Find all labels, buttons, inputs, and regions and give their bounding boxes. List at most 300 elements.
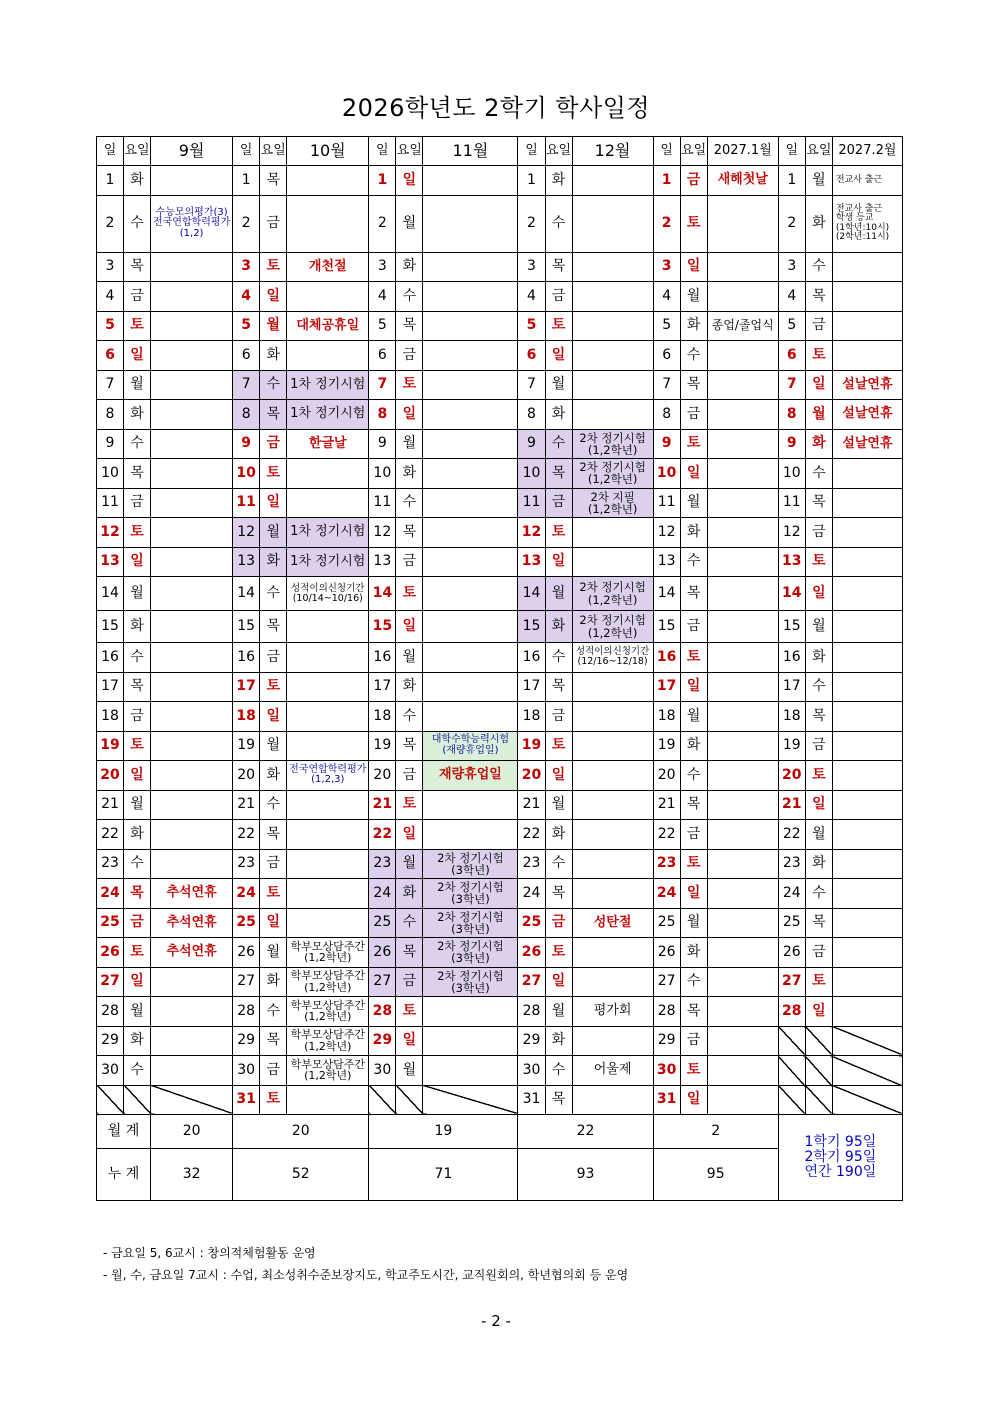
event-cell-sep xyxy=(151,547,233,577)
weekday-cell-sep: 일 xyxy=(124,967,151,997)
event-cell-feb xyxy=(832,1026,902,1056)
weekday-cell-feb: 금 xyxy=(805,938,832,968)
weekday-cell-sep xyxy=(124,1085,151,1115)
weekday-cell-dec: 토 xyxy=(545,938,572,968)
weekday-cell-nov: 월 xyxy=(396,195,423,252)
weekday-cell-feb xyxy=(805,1085,832,1115)
event-cell-oct xyxy=(287,282,369,312)
event-cell-oct xyxy=(287,459,369,489)
event-cell-feb xyxy=(832,731,902,761)
weekday-cell-jan: 금 xyxy=(680,166,707,196)
event-cell-jan xyxy=(707,611,778,643)
event-cell-dec xyxy=(572,702,653,732)
day-cell-nov: 28 xyxy=(369,997,396,1027)
event-cell-sep xyxy=(151,702,233,732)
event-cell-feb xyxy=(832,820,902,850)
day-cell-dec: 7 xyxy=(518,370,545,400)
day-cell-sep: 2 xyxy=(97,195,124,252)
day-cell-jan: 28 xyxy=(653,997,680,1027)
event-cell-oct xyxy=(287,195,369,252)
cumulative-total-sep: 32 xyxy=(151,1149,233,1201)
event-cell-dec: 성적이의신청기간 (12/16~12/18) xyxy=(572,643,653,673)
day-cell-sep: 26 xyxy=(97,938,124,968)
day-cell-oct: 16 xyxy=(233,643,260,673)
weekday-cell-oct: 목 xyxy=(260,611,287,643)
day-cell-jan: 10 xyxy=(653,459,680,489)
event-cell-oct xyxy=(287,643,369,673)
day-cell-feb: 1 xyxy=(778,166,805,196)
calendar-row xyxy=(97,611,903,643)
weekday-cell-sep: 수 xyxy=(124,643,151,673)
weekday-cell-feb: 일 xyxy=(805,997,832,1027)
weekday-cell-sep: 목 xyxy=(124,879,151,909)
note-item: - 금요일 5, 6교시 : 창의적체험활동 운영 xyxy=(103,1246,316,1260)
event-cell-jan xyxy=(707,252,778,282)
day-cell-nov: 25 xyxy=(369,908,396,938)
event-cell-nov xyxy=(423,997,518,1027)
event-cell-nov xyxy=(423,1026,518,1056)
weekday-cell-jan: 목 xyxy=(680,370,707,400)
day-cell-nov: 11 xyxy=(369,488,396,518)
event-cell-dec xyxy=(572,938,653,968)
day-cell-jan: 21 xyxy=(653,790,680,820)
day-cell-jan: 25 xyxy=(653,908,680,938)
month-header-sep: 9월 xyxy=(151,137,233,166)
weekday-cell-oct: 금 xyxy=(260,849,287,879)
weekday-header: 요일 xyxy=(545,137,572,166)
event-cell-jan: 새해첫날 xyxy=(707,166,778,196)
day-cell-nov: 15 xyxy=(369,611,396,643)
event-cell-oct: 1차 정기시험 xyxy=(287,547,369,577)
event-cell-dec xyxy=(572,400,653,430)
weekday-cell-dec: 수 xyxy=(545,1056,572,1086)
weekday-cell-jan: 화 xyxy=(680,731,707,761)
weekday-cell-jan: 토 xyxy=(680,429,707,459)
weekday-cell-jan: 금 xyxy=(680,820,707,850)
day-cell-dec: 25 xyxy=(518,908,545,938)
page-title: 2026학년도 2학기 학사일정 xyxy=(341,94,651,122)
event-cell-dec xyxy=(572,518,653,548)
day-cell-dec: 8 xyxy=(518,400,545,430)
event-cell-jan xyxy=(707,429,778,459)
day-cell-oct: 23 xyxy=(233,849,260,879)
calendar-row xyxy=(97,908,903,938)
semester2-total: 2학기 95일 xyxy=(804,1149,877,1166)
day-cell-jan: 13 xyxy=(653,547,680,577)
calendar-row xyxy=(97,459,903,489)
day-cell-nov: 7 xyxy=(369,370,396,400)
event-cell-jan xyxy=(707,282,778,312)
weekday-cell-feb: 화 xyxy=(805,195,832,252)
calendar-row xyxy=(97,790,903,820)
day-header: 일 xyxy=(233,137,260,166)
day-cell-oct: 21 xyxy=(233,790,260,820)
weekday-cell-jan: 목 xyxy=(680,577,707,611)
event-cell-sep xyxy=(151,1085,233,1115)
event-cell-dec: 평가회 xyxy=(572,997,653,1027)
day-cell-sep: 11 xyxy=(97,488,124,518)
event-cell-feb xyxy=(832,908,902,938)
weekday-cell-sep: 수 xyxy=(124,429,151,459)
event-cell-sep xyxy=(151,790,233,820)
weekday-cell-jan: 수 xyxy=(680,547,707,577)
weekday-cell-sep: 수 xyxy=(124,1056,151,1086)
weekday-cell-jan: 토 xyxy=(680,1056,707,1086)
calendar-row xyxy=(97,879,903,909)
day-cell-dec: 13 xyxy=(518,547,545,577)
day-cell-sep: 22 xyxy=(97,820,124,850)
event-cell-jan xyxy=(707,518,778,548)
event-cell-feb xyxy=(832,611,902,643)
weekday-cell-jan: 목 xyxy=(680,790,707,820)
calendar-row xyxy=(97,518,903,548)
weekday-cell-feb: 일 xyxy=(805,370,832,400)
event-cell-sep xyxy=(151,1026,233,1056)
day-header: 일 xyxy=(778,137,805,166)
weekday-cell-dec: 금 xyxy=(545,702,572,732)
day-cell-feb: 7 xyxy=(778,370,805,400)
day-cell-dec: 29 xyxy=(518,1026,545,1056)
day-cell-nov: 12 xyxy=(369,518,396,548)
event-cell-oct xyxy=(287,611,369,643)
event-cell-jan xyxy=(707,790,778,820)
weekday-cell-dec: 수 xyxy=(545,849,572,879)
event-cell-sep xyxy=(151,643,233,673)
day-cell-dec: 20 xyxy=(518,761,545,791)
day-cell-sep: 24 xyxy=(97,879,124,909)
weekday-cell-feb: 월 xyxy=(805,611,832,643)
event-cell-nov xyxy=(423,1056,518,1086)
weekday-cell-sep: 토 xyxy=(124,311,151,341)
event-cell-sep xyxy=(151,282,233,312)
event-cell-feb xyxy=(832,252,902,282)
event-cell-sep xyxy=(151,967,233,997)
event-cell-oct xyxy=(287,731,369,761)
event-cell-nov xyxy=(423,370,518,400)
day-cell-sep: 25 xyxy=(97,908,124,938)
note-item: - 월, 수, 금요일 7교시 : 수업, 최소성취수준보장지도, 학교주도시간, 교직원회의, 학년협의회 등 운영 xyxy=(103,1268,629,1282)
day-cell-dec: 3 xyxy=(518,252,545,282)
weekday-cell-oct: 화 xyxy=(260,761,287,791)
day-cell-jan: 30 xyxy=(653,1056,680,1086)
weekday-cell-dec: 목 xyxy=(545,252,572,282)
event-cell-nov xyxy=(423,400,518,430)
event-cell-oct xyxy=(287,166,369,196)
day-cell-sep: 30 xyxy=(97,1056,124,1086)
event-cell-jan xyxy=(707,643,778,673)
weekday-cell-jan: 일 xyxy=(680,879,707,909)
event-cell-jan xyxy=(707,341,778,371)
weekday-cell-sep: 수 xyxy=(124,849,151,879)
day-cell-nov: 10 xyxy=(369,459,396,489)
day-cell-oct: 14 xyxy=(233,577,260,611)
day-cell-nov: 14 xyxy=(369,577,396,611)
weekday-cell-jan: 수 xyxy=(680,967,707,997)
event-cell-dec xyxy=(572,967,653,997)
weekday-cell-nov: 수 xyxy=(396,908,423,938)
event-cell-sep xyxy=(151,311,233,341)
weekday-cell-feb: 수 xyxy=(805,879,832,909)
weekday-cell-dec: 수 xyxy=(545,429,572,459)
day-cell-oct: 28 xyxy=(233,997,260,1027)
weekday-header: 요일 xyxy=(124,137,151,166)
event-cell-dec: 2차 정기시험 (1,2학년) xyxy=(572,611,653,643)
event-cell-nov xyxy=(423,702,518,732)
event-cell-oct xyxy=(287,849,369,879)
weekday-cell-nov: 토 xyxy=(396,577,423,611)
day-cell-nov: 1 xyxy=(369,166,396,196)
weekday-cell-jan: 월 xyxy=(680,908,707,938)
day-cell-nov: 29 xyxy=(369,1026,396,1056)
weekday-cell-oct: 토 xyxy=(260,672,287,702)
day-cell-oct: 8 xyxy=(233,400,260,430)
day-cell-feb xyxy=(778,1085,805,1115)
event-cell-nov xyxy=(423,820,518,850)
event-cell-sep xyxy=(151,672,233,702)
weekday-cell-feb: 목 xyxy=(805,702,832,732)
day-cell-sep: 19 xyxy=(97,731,124,761)
event-cell-nov xyxy=(423,1085,518,1115)
event-cell-oct: 한글날 xyxy=(287,429,369,459)
weekday-cell-dec: 목 xyxy=(545,1085,572,1115)
day-cell-jan: 16 xyxy=(653,643,680,673)
weekday-cell-jan: 목 xyxy=(680,997,707,1027)
day-cell-nov: 26 xyxy=(369,938,396,968)
day-cell-sep: 16 xyxy=(97,643,124,673)
weekday-cell-nov: 토 xyxy=(396,790,423,820)
weekday-cell-dec: 일 xyxy=(545,761,572,791)
academic-calendar-table xyxy=(96,136,903,1201)
event-cell-sep: 추석연휴 xyxy=(151,938,233,968)
day-cell-jan: 8 xyxy=(653,400,680,430)
day-cell-nov: 6 xyxy=(369,341,396,371)
cumulative-total-nov: 71 xyxy=(369,1149,518,1201)
weekday-cell-dec: 금 xyxy=(545,282,572,312)
event-cell-feb xyxy=(832,761,902,791)
day-cell-feb: 19 xyxy=(778,731,805,761)
event-cell-nov xyxy=(423,429,518,459)
day-cell-feb: 5 xyxy=(778,311,805,341)
weekday-cell-oct: 일 xyxy=(260,282,287,312)
day-cell-sep: 6 xyxy=(97,341,124,371)
weekday-cell-nov: 수 xyxy=(396,488,423,518)
weekday-cell-sep: 목 xyxy=(124,459,151,489)
weekday-cell-oct: 월 xyxy=(260,731,287,761)
event-cell-nov xyxy=(423,252,518,282)
weekday-cell-oct: 화 xyxy=(260,547,287,577)
cumulative-total-dec: 93 xyxy=(518,1149,653,1201)
weekday-cell-sep: 금 xyxy=(124,282,151,312)
day-cell-feb: 13 xyxy=(778,547,805,577)
event-cell-jan xyxy=(707,488,778,518)
weekday-cell-feb xyxy=(805,1026,832,1056)
weekday-cell-nov: 일 xyxy=(396,166,423,196)
event-cell-dec xyxy=(572,790,653,820)
event-cell-dec xyxy=(572,820,653,850)
weekday-cell-sep: 월 xyxy=(124,997,151,1027)
day-cell-oct: 7 xyxy=(233,370,260,400)
weekday-cell-dec: 화 xyxy=(545,166,572,196)
weekday-cell-dec: 월 xyxy=(545,790,572,820)
event-cell-oct xyxy=(287,820,369,850)
event-cell-nov xyxy=(423,518,518,548)
day-cell-jan: 24 xyxy=(653,879,680,909)
weekday-cell-jan: 월 xyxy=(680,702,707,732)
day-header: 일 xyxy=(653,137,680,166)
day-cell-oct: 26 xyxy=(233,938,260,968)
weekday-cell-oct: 금 xyxy=(260,195,287,252)
day-cell-jan: 2 xyxy=(653,195,680,252)
event-cell-oct: 1차 정기시험 xyxy=(287,370,369,400)
event-cell-feb xyxy=(832,672,902,702)
calendar-row xyxy=(97,311,903,341)
weekday-cell-oct: 월 xyxy=(260,938,287,968)
day-header: 일 xyxy=(97,137,124,166)
event-cell-oct xyxy=(287,908,369,938)
day-cell-dec: 11 xyxy=(518,488,545,518)
weekday-cell-nov: 월 xyxy=(396,429,423,459)
weekday-cell-nov: 금 xyxy=(396,967,423,997)
event-cell-oct xyxy=(287,879,369,909)
day-cell-jan: 14 xyxy=(653,577,680,611)
day-cell-feb xyxy=(778,1056,805,1086)
cumulative-total-label: 누 계 xyxy=(97,1149,151,1201)
day-cell-oct: 24 xyxy=(233,879,260,909)
weekday-cell-feb: 토 xyxy=(805,547,832,577)
weekday-cell-dec: 월 xyxy=(545,997,572,1027)
monthly-total-oct: 20 xyxy=(233,1115,369,1149)
day-cell-oct: 3 xyxy=(233,252,260,282)
event-cell-feb: 설날연휴 xyxy=(832,429,902,459)
calendar-row xyxy=(97,195,903,252)
day-cell-feb: 26 xyxy=(778,938,805,968)
weekday-cell-oct: 화 xyxy=(260,341,287,371)
weekday-cell-sep: 금 xyxy=(124,488,151,518)
weekday-header: 요일 xyxy=(805,137,832,166)
weekday-cell-sep: 토 xyxy=(124,938,151,968)
weekday-cell-oct: 목 xyxy=(260,400,287,430)
event-cell-feb xyxy=(832,311,902,341)
day-cell-feb: 16 xyxy=(778,643,805,673)
day-cell-sep: 7 xyxy=(97,370,124,400)
event-cell-nov xyxy=(423,195,518,252)
event-cell-dec xyxy=(572,547,653,577)
weekday-cell-feb: 목 xyxy=(805,488,832,518)
weekday-cell-oct: 일 xyxy=(260,702,287,732)
weekday-cell-nov: 목 xyxy=(396,731,423,761)
weekday-cell-oct: 토 xyxy=(260,879,287,909)
event-cell-dec: 성탄절 xyxy=(572,908,653,938)
weekday-cell-dec: 수 xyxy=(545,195,572,252)
weekday-cell-dec: 화 xyxy=(545,400,572,430)
event-cell-nov xyxy=(423,459,518,489)
day-cell-nov: 8 xyxy=(369,400,396,430)
day-cell-nov: 3 xyxy=(369,252,396,282)
event-cell-sep xyxy=(151,400,233,430)
event-cell-jan xyxy=(707,879,778,909)
event-cell-jan xyxy=(707,820,778,850)
day-cell-jan: 31 xyxy=(653,1085,680,1115)
day-header: 일 xyxy=(369,137,396,166)
event-cell-jan xyxy=(707,547,778,577)
weekday-cell-nov: 화 xyxy=(396,672,423,702)
day-cell-dec: 27 xyxy=(518,967,545,997)
event-cell-dec xyxy=(572,311,653,341)
day-cell-jan: 4 xyxy=(653,282,680,312)
event-cell-jan xyxy=(707,938,778,968)
weekday-cell-oct: 월 xyxy=(260,518,287,548)
calendar-row xyxy=(97,702,903,732)
weekday-cell-feb: 월 xyxy=(805,166,832,196)
month-header-nov: 11월 xyxy=(423,137,518,166)
day-cell-oct: 15 xyxy=(233,611,260,643)
event-cell-sep xyxy=(151,429,233,459)
weekday-cell-sep: 금 xyxy=(124,908,151,938)
annual-totals xyxy=(778,1115,902,1201)
event-cell-feb xyxy=(832,967,902,997)
day-cell-oct: 9 xyxy=(233,429,260,459)
event-cell-oct xyxy=(287,790,369,820)
weekday-cell-jan: 화 xyxy=(680,311,707,341)
event-cell-feb xyxy=(832,879,902,909)
weekday-cell-dec: 일 xyxy=(545,547,572,577)
day-cell-jan: 11 xyxy=(653,488,680,518)
day-cell-oct: 29 xyxy=(233,1026,260,1056)
event-cell-sep xyxy=(151,252,233,282)
weekday-cell-sep: 토 xyxy=(124,731,151,761)
event-cell-nov: 2차 정기시험 (3학년) xyxy=(423,879,518,909)
event-cell-nov: 재량휴업일 xyxy=(423,761,518,791)
day-cell-nov: 4 xyxy=(369,282,396,312)
event-cell-sep xyxy=(151,577,233,611)
weekday-cell-dec: 수 xyxy=(545,643,572,673)
day-cell-sep: 23 xyxy=(97,849,124,879)
day-cell-oct: 22 xyxy=(233,820,260,850)
weekday-cell-nov xyxy=(396,1085,423,1115)
weekday-cell-jan: 일 xyxy=(680,252,707,282)
semester1-total: 1학기 95일 xyxy=(804,1134,877,1151)
weekday-cell-sep: 일 xyxy=(124,341,151,371)
event-cell-jan xyxy=(707,1026,778,1056)
day-cell-dec: 4 xyxy=(518,282,545,312)
weekday-cell-nov: 금 xyxy=(396,547,423,577)
day-cell-sep: 20 xyxy=(97,761,124,791)
day-cell-feb: 14 xyxy=(778,577,805,611)
day-cell-dec: 10 xyxy=(518,459,545,489)
day-cell-sep: 3 xyxy=(97,252,124,282)
calendar-row xyxy=(97,967,903,997)
weekday-cell-nov: 월 xyxy=(396,849,423,879)
day-cell-jan: 27 xyxy=(653,967,680,997)
event-cell-nov xyxy=(423,341,518,371)
calendar-row xyxy=(97,1056,903,1086)
event-cell-oct: 학부모상담주간 (1,2학년) xyxy=(287,967,369,997)
month-header-feb: 2027.2월 xyxy=(832,137,902,166)
weekday-cell-nov: 화 xyxy=(396,252,423,282)
day-cell-jan: 29 xyxy=(653,1026,680,1056)
weekday-cell-dec: 일 xyxy=(545,341,572,371)
day-cell-dec: 17 xyxy=(518,672,545,702)
day-cell-nov: 19 xyxy=(369,731,396,761)
event-cell-sep: 추석연휴 xyxy=(151,879,233,909)
weekday-cell-sep: 화 xyxy=(124,611,151,643)
weekday-cell-oct: 금 xyxy=(260,429,287,459)
month-header-oct: 10월 xyxy=(287,137,369,166)
day-cell-feb: 20 xyxy=(778,761,805,791)
day-cell-oct: 6 xyxy=(233,341,260,371)
weekday-cell-feb: 토 xyxy=(805,967,832,997)
day-cell-dec: 16 xyxy=(518,643,545,673)
